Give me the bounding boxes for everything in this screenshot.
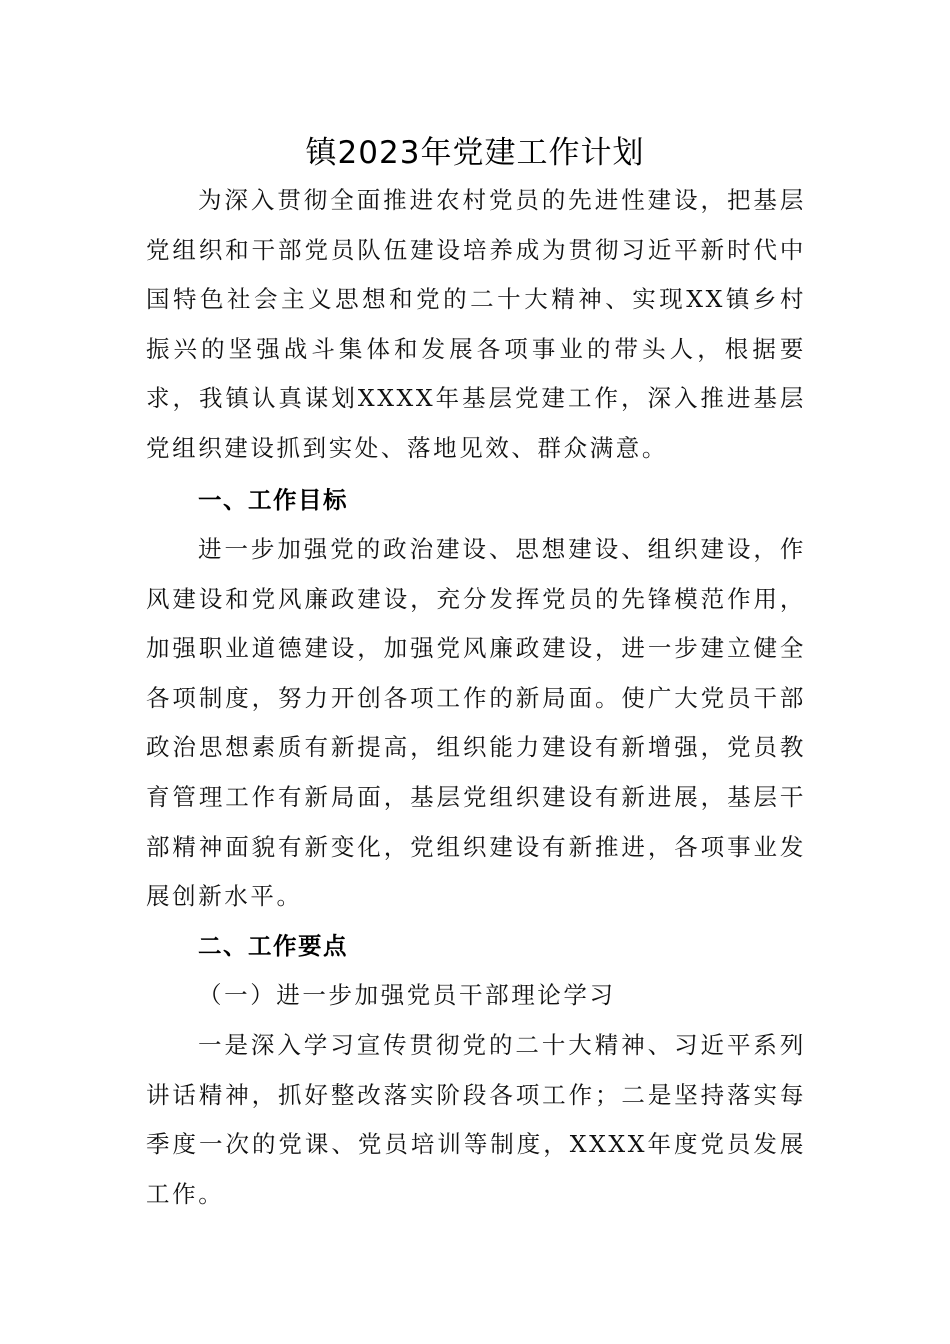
intro-paragraph: 为深入贯彻全面推进农村党员的先进性建设，把基层党组织和干部党员队伍建设培养成为贯彻习近平新时代中国特色社会主义思想和党的二十大精神、实现XX镇乡村振兴的坚强战斗集体和发展各项事业的带头人，根据要求，我镇认真谋划XXXX年基层党建工作，深入推进基层党组织建设抓到实处、落地见效、群众满意。 — [146, 186, 806, 462]
theory-study-paragraph: 一是深入学习宣传贯彻党的二十大精神、习近平系列讲话精神，抓好整改落实阶段各项工作；二是坚持落实每季度一次的党课、党员培训等制度，XXXX年度党员发展工作。 — [146, 1031, 806, 1208]
subsection-heading-theory-study: （一）进一步加强党员干部理论学习 — [198, 981, 616, 1009]
section-heading-goals: 一、工作目标 — [198, 486, 348, 514]
section-heading-key-points: 二、工作要点 — [198, 932, 348, 960]
goals-paragraph: 进一步加强党的政治建设、思想建设、组织建设，作风建设和党风廉政建设，充分发挥党员的先锋模范作用，加强职业道德建设，加强党风廉政建设，进一步建立健全各项制度，努力开创各项工作的新局面。使广大党员干部政治思想素质有新提高，组织能力建设有新增强，党员教育管理工作有新局面，基层党组织建设有新进展，基层干部精神面貌有新变化，党组织建设有新推进，各项事业发展创新水平。 — [146, 535, 806, 911]
document-title: 镇2023年党建工作计划 — [305, 135, 645, 171]
